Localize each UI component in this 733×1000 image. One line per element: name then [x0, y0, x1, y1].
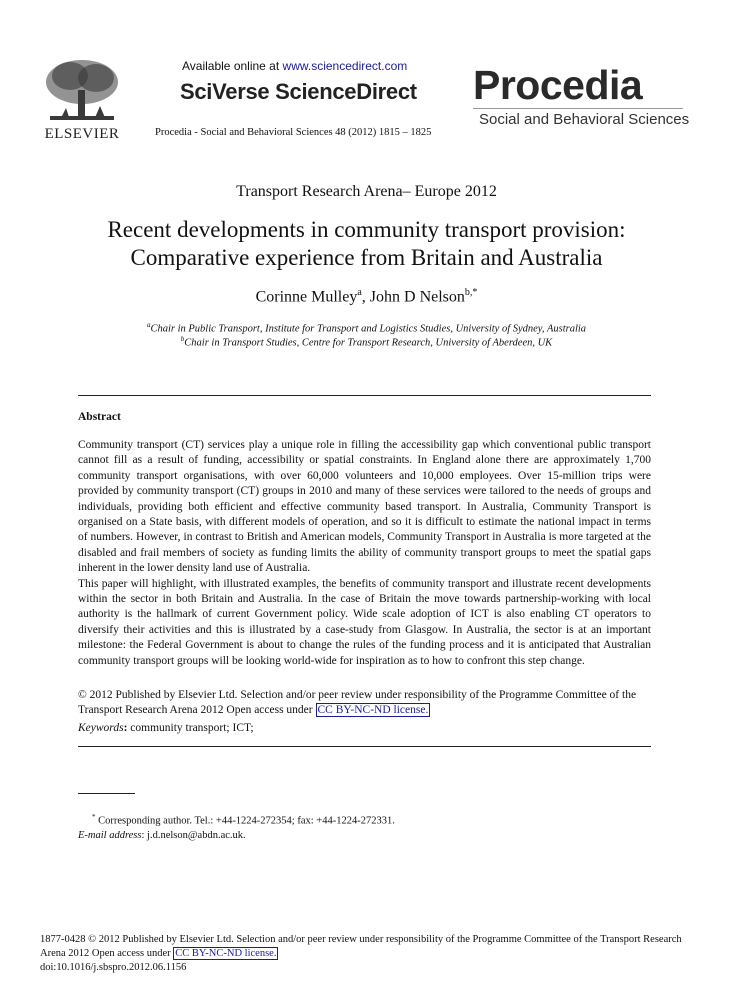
keywords-label: Keywords: [78, 722, 124, 734]
copyright-text: © 2012 Published by Elsevier Ltd. Selection and/or peer review under responsibility of the Programme Committee of the Transport Research Arena 2012 Open access under: [78, 689, 637, 717]
author-separator: ,: [361, 288, 370, 306]
procedia-subtitle: Social and Behavioral Sciences: [479, 111, 690, 128]
abstract-body: [78, 438, 651, 669]
doi: doi:10.1016/j.sbspro.2012.06.1156: [40, 962, 187, 973]
issn-line-1: 1877-0428 © 2012 Published by Elsevier Ltd. Selection and/or peer review under responsibility of the Programme Committee of the Transport Research: [40, 934, 682, 945]
issn-line-2: [40, 947, 695, 961]
footnote-mark: *: [92, 813, 96, 821]
affiliation-b-text: Chair in Transport Studies, Centre for Transport Research, University of Aberdeen, UK: [184, 337, 553, 349]
affiliation-a-text: Chair in Public Transport, Institute for Transport and Logistics Studies, University of Sydney, Australia: [150, 323, 587, 335]
journal-reference: Procedia - Social and Behavioral Sciences 48 (2012) 1815 – 1825: [155, 127, 432, 138]
author-2-affil-mark: b,*: [464, 287, 478, 298]
sciverse-logo: SciVerse ScienceDirect: [180, 79, 417, 104]
keywords-text: community transport; ICT;: [127, 722, 254, 734]
issn-line-2-text: Arena 2012 Open access under: [40, 948, 174, 959]
abstract-paragraph-1: Community transport (CT) services play a unique role in filling the accessibility gap which conventional public transport cannot fill as a result of funding, accessibility or spatial constraints. In England alone there are approximately 1,700 community transport organisations, with over 60,000 volunteers and 10,000 employees. Over 15-million trips were provided by community transport (CT) groups in 2010 and many of these services were tailored to the needs of groups and individuals, providing both efficient and effective community based transport. In Australia, Community Transport is organised on a State basis, with different models of operation, and so it is difficult to estimate the national impact in terms of numbers. However, in contrast to British and American models, Community Transport in Australia is more targeted at the disabled and frail members of society as funding limits the ability of community transport groups to meet the spatial gaps inherent in the lower density land use of Australia.: [78, 439, 651, 575]
copyright-notice: [78, 688, 651, 719]
issn-block: [40, 933, 695, 975]
title-line-1: Recent developments in community transport provision:: [107, 217, 626, 242]
footnote-rule: [78, 793, 135, 794]
available-label: Available online at: [182, 59, 283, 73]
abstract-bottom-rule: [78, 746, 651, 747]
procedia-logo: Procedia: [473, 62, 643, 108]
keywords-colon: :: [123, 722, 128, 734]
title-line-2: Comparative experience from Britain and Australia: [130, 245, 603, 270]
elsevier-logo: [40, 56, 124, 142]
email-line: [78, 829, 395, 843]
affiliation-b: [0, 335, 733, 349]
license-link[interactable]: CC BY-NC-ND license.: [317, 704, 429, 717]
abstract-top-rule: [78, 395, 651, 396]
email-address: : j.d.nelson@abdn.ac.uk.: [141, 829, 246, 841]
keywords: [78, 722, 254, 734]
available-online: [182, 59, 407, 73]
author-1-affil-mark: a: [357, 287, 362, 298]
email-label: E-mail address: [78, 829, 142, 841]
conference-name: Transport Research Arena– Europe 2012: [236, 183, 497, 200]
affiliation-a: [0, 321, 733, 335]
elsevier-wordmark: ELSEVIER: [44, 126, 120, 142]
corresponding-text: Corresponding author. Tel.: +44-1224-272354; fax: +44-1224-272331.: [95, 815, 395, 827]
affiliation-b-mark: b: [180, 335, 185, 343]
abstract-paragraph-2: This paper will highlight, with illustrated examples, the benefits of community transport and illustrate recent developments within the sector in both Britain and Australia. In the case of Britain the move towards partnership-working with local authority is the hallmark of current Government policy. Wide scale adoption of ICT is also enabling CT operators to diversify their activities and this is illustrated by a case-study from Glasgow. In Australia, the sector is at an important milestone: the Federal Government is about to change the rules of the funding process and it is anticipated that Australian community transport groups will be looking world-wide for inspiration as to how to confront this step change.: [78, 577, 651, 667]
corresponding-author: [78, 810, 395, 829]
procedia-divider: [473, 108, 683, 109]
sciencedirect-link[interactable]: www.sciencedirect.com: [282, 59, 408, 73]
bottom-license-link[interactable]: CC BY-NC-ND license.: [175, 948, 277, 959]
elsevier-tree-icon: [40, 56, 124, 126]
authors: [0, 287, 733, 306]
author-1: Corinne Mulley: [255, 288, 358, 306]
footnote: [78, 810, 395, 843]
affiliation-a-mark: a: [146, 321, 151, 329]
paper-title: [0, 216, 733, 272]
abstract-heading: Abstract: [78, 411, 121, 423]
author-2: John D Nelson: [369, 288, 465, 306]
